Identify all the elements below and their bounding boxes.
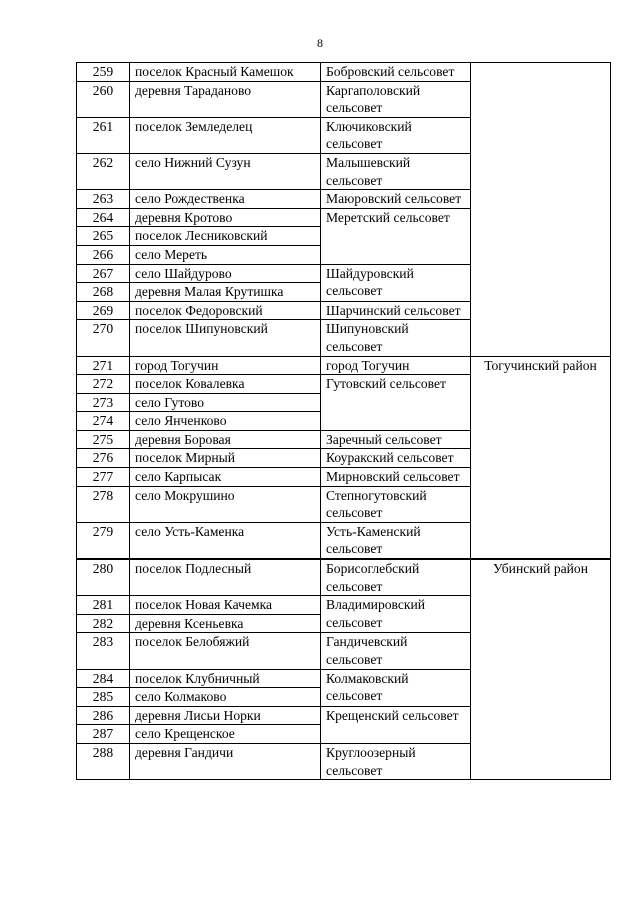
council-name: Бобровский сельсовет	[321, 63, 471, 82]
row-number: 259	[77, 63, 130, 82]
settlement-name: село Гутово	[130, 393, 321, 412]
council-name: Усть-Каменский сельсовет	[321, 522, 471, 559]
council-name: Колмаковский сельсовет	[321, 669, 471, 706]
council-name: город Тогучин	[321, 356, 471, 375]
table-row	[77, 559, 611, 596]
settlement-name: село Крещенское	[130, 725, 321, 744]
row-number: 275	[77, 430, 130, 449]
settlement-name: деревня Лисьи Норки	[130, 706, 321, 725]
settlements-table	[76, 62, 611, 780]
settlement-name: поселок Ковалевка	[130, 375, 321, 394]
row-number: 268	[77, 283, 130, 302]
settlement-name: поселок Мирный	[130, 449, 321, 468]
council-name: Гандичевский сельсовет	[321, 633, 471, 669]
council-name: Круглоозерный сельсовет	[321, 743, 471, 779]
settlement-name: поселок Белобяжий	[130, 633, 321, 669]
council-name: Коуракский сельсовет	[321, 449, 471, 468]
row-number: 282	[77, 614, 130, 633]
settlement-name: село Нижний Сузун	[130, 153, 321, 189]
council-name: Шарчинский сельсовет	[321, 301, 471, 320]
row-number: 279	[77, 522, 130, 559]
row-number: 272	[77, 375, 130, 394]
council-name: Владимировский сельсовет	[321, 596, 471, 633]
row-number: 267	[77, 264, 130, 283]
row-number: 271	[77, 356, 130, 375]
row-number: 264	[77, 208, 130, 227]
settlement-name: поселок Федоровский	[130, 301, 321, 320]
settlement-name: деревня Ксеньевка	[130, 614, 321, 633]
district-empty	[471, 63, 611, 357]
settlement-name: поселок Лесниковский	[130, 227, 321, 246]
row-number: 287	[77, 725, 130, 744]
row-number: 273	[77, 393, 130, 412]
council-name: Заречный сельсовет	[321, 430, 471, 449]
settlement-name: поселок Клубничный	[130, 669, 321, 688]
settlement-name: село Колмаково	[130, 688, 321, 707]
district-name: Убинский район	[471, 559, 611, 780]
settlement-name: село Мереть	[130, 245, 321, 264]
council-name: Мирновский сельсовет	[321, 468, 471, 487]
row-number: 274	[77, 412, 130, 431]
row-number: 262	[77, 153, 130, 189]
council-name: Борисоглебский сельсовет	[321, 559, 471, 596]
settlement-name: деревня Боровая	[130, 430, 321, 449]
settlement-name: поселок Земледелец	[130, 117, 321, 153]
row-number: 266	[77, 245, 130, 264]
council-name: Крещенский сельсовет	[321, 706, 471, 743]
settlement-name: село Янченково	[130, 412, 321, 431]
council-name: Степногутовский сельсовет	[321, 486, 471, 522]
row-number: 276	[77, 449, 130, 468]
council-name: Маюровский сельсовет	[321, 190, 471, 209]
row-number: 269	[77, 301, 130, 320]
row-number: 285	[77, 688, 130, 707]
settlement-name: поселок Шипуновский	[130, 320, 321, 356]
row-number: 283	[77, 633, 130, 669]
settlement-name: деревня Тараданово	[130, 81, 321, 117]
row-number: 265	[77, 227, 130, 246]
row-number: 281	[77, 596, 130, 615]
row-number: 270	[77, 320, 130, 356]
table-row	[77, 63, 611, 82]
settlement-name: село Усть-Каменка	[130, 522, 321, 559]
council-name: Ключиковский сельсовет	[321, 117, 471, 153]
settlement-name: деревня Малая Крутишка	[130, 283, 321, 302]
row-number: 286	[77, 706, 130, 725]
council-name: Каргаполовский сельсовет	[321, 81, 471, 117]
row-number: 260	[77, 81, 130, 117]
settlement-name: поселок Подлесный	[130, 559, 321, 596]
council-name: Шипуновский сельсовет	[321, 320, 471, 356]
district-name: Тогучинский район	[471, 356, 611, 559]
settlement-name: поселок Красный Камешок	[130, 63, 321, 82]
row-number: 277	[77, 468, 130, 487]
council-name: Меретский сельсовет	[321, 208, 471, 264]
settlement-name: село Шайдурово	[130, 264, 321, 283]
settlement-name: поселок Новая Качемка	[130, 596, 321, 615]
council-name: Гутовский сельсовет	[321, 375, 471, 431]
row-number: 280	[77, 559, 130, 596]
settlement-name: село Рождественка	[130, 190, 321, 209]
council-name: Малышевский сельсовет	[321, 153, 471, 189]
row-number: 278	[77, 486, 130, 522]
row-number: 261	[77, 117, 130, 153]
settlement-name: город Тогучин	[130, 356, 321, 375]
council-name: Шайдуровский сельсовет	[321, 264, 471, 301]
settlement-name: село Мокрушино	[130, 486, 321, 522]
page-number: 8	[317, 36, 323, 50]
row-number: 288	[77, 743, 130, 779]
table-body	[77, 63, 611, 780]
settlement-name: деревня Гандичи	[130, 743, 321, 779]
row-number: 284	[77, 669, 130, 688]
row-number: 263	[77, 190, 130, 209]
settlement-name: деревня Кротово	[130, 208, 321, 227]
settlement-name: село Карпысак	[130, 468, 321, 487]
table-row	[77, 356, 611, 375]
